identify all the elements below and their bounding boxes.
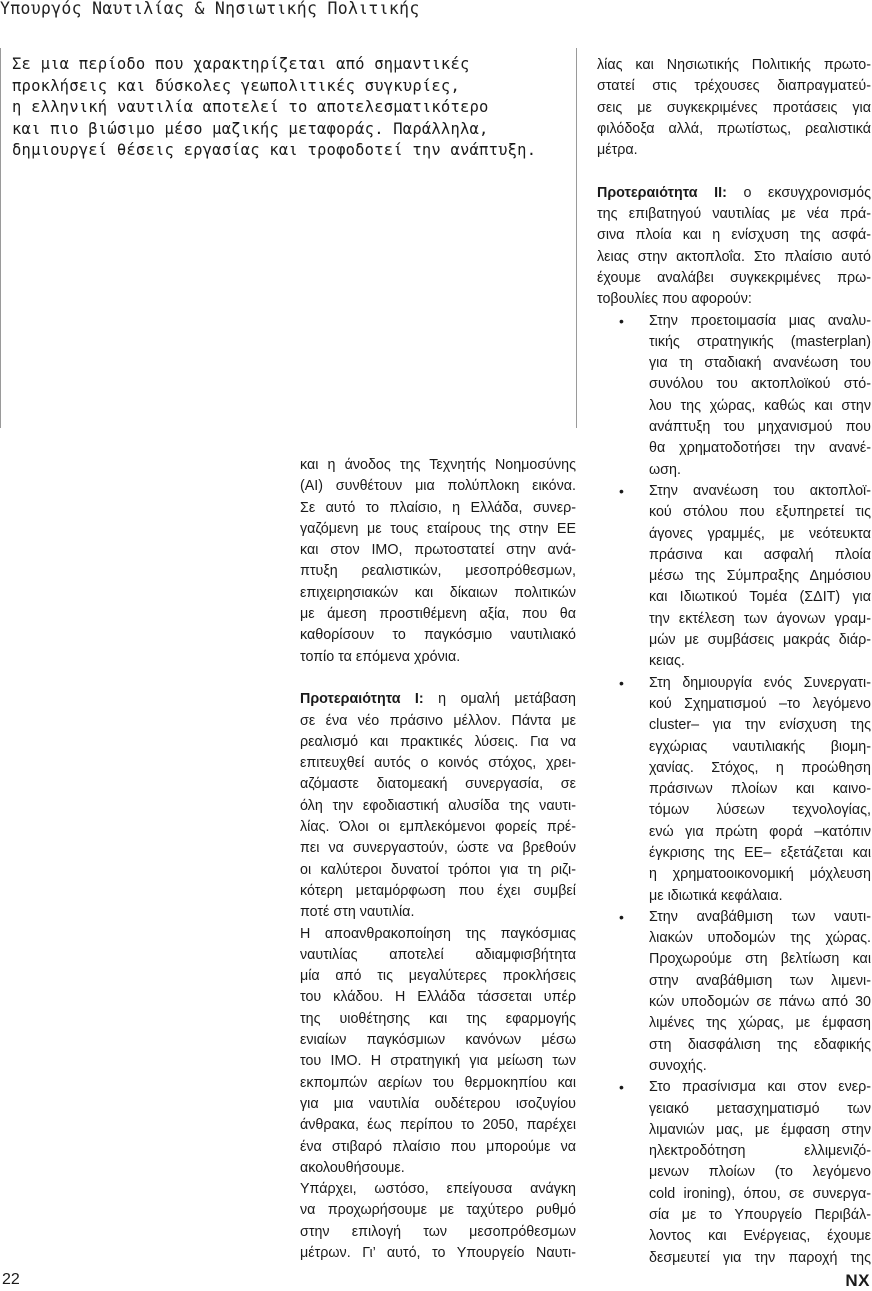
text-line: δεσμευτεί για την παροχή της bbox=[649, 1249, 871, 1266]
text-line: μέτρων. Γι’ αυτό, το Υπουργείο Ναυτι- bbox=[300, 1244, 576, 1261]
text-line: Στην ανανέωση του ακτοπλοϊ- bbox=[649, 482, 871, 499]
bullet-icon: • bbox=[619, 908, 624, 925]
text-line: θα χρηματοδοτήσει την ανανέ- bbox=[649, 440, 871, 457]
priority-heading-line bbox=[597, 183, 871, 204]
text-line: την εκτέλεση των άγονων γραμ- bbox=[649, 610, 871, 627]
intro-line: Σε μια περίοδο που χαρακτηρίζεται από σημαντικές bbox=[12, 55, 470, 73]
intro-pull-quote bbox=[12, 54, 552, 162]
priority-label: Προτεραιότητα I: bbox=[300, 691, 424, 708]
text-line: ηλεκτροδότηση ελλιμενιζό- bbox=[649, 1143, 871, 1160]
text-line: λιμανιών μας, με έμφαση στην bbox=[649, 1121, 871, 1138]
text-line: και στον ΙΜΟ, πρωτοστατεί στην ανά- bbox=[300, 542, 576, 559]
text-line: τόμων λύσεων τεχνολογίας, bbox=[649, 802, 871, 819]
intro-line: δημιουργεί θέσεις εργασίας και τροφοδοτεί την ανάπτυξη. bbox=[12, 141, 537, 159]
text-line: Προχωρούμε στη βελτίωση και bbox=[649, 951, 871, 968]
text-line: λίας και Νησιωτικής Πολιτικής πρωτο- bbox=[597, 57, 871, 73]
priority-lead-text: ο εκσυγχρονισμός bbox=[726, 184, 871, 201]
text-line: της επιβατηγού ναυτιλίας με νέα πρά- bbox=[597, 206, 871, 223]
text-line: λειας στην ακτοπλοΐα. Στο πλαίσιο αυτό bbox=[597, 248, 871, 265]
text-line: ρεαλισμό και πρακτικές λύσεις. Για να bbox=[300, 733, 576, 750]
text-line: ένα στιβαρό πλαίσιο που μπορούμε να bbox=[300, 1138, 576, 1155]
text-line: σινα πλοία και η ενίσχυση της ασφά- bbox=[597, 227, 871, 244]
text-line: εγχώριας ναυτιλιακής βιομη- bbox=[649, 738, 871, 755]
paragraph-gap bbox=[597, 161, 871, 182]
text-line: (AI) συνθέτουν μια πολύπλοκη εικόνα. bbox=[300, 478, 576, 495]
bullet-item bbox=[619, 673, 871, 907]
text-line: της υιοθέτησης και της εφαρμογής bbox=[300, 1010, 576, 1027]
text-line: γαζόμενη με τους εταίρους της στην ΕΕ bbox=[300, 520, 576, 537]
text-line: πει να συνεργαστούν, ώστε να βρεθούν bbox=[300, 840, 576, 857]
right-column bbox=[597, 55, 871, 1269]
text-line: σεις με συγκεκριμένες προτάσεις για bbox=[597, 99, 871, 116]
text-line: Στην προετοιμασία μιας αναλυ- bbox=[649, 312, 871, 329]
text-line: με άμεση προστιθέμενη αξία, που θα bbox=[300, 606, 576, 623]
page-number: 22 bbox=[2, 1271, 20, 1288]
text-line: cold ironing), όπου, σε συνεργα- bbox=[649, 1185, 871, 1202]
text-line: κών υποδομών σε πάνω από 30 bbox=[649, 994, 871, 1011]
bullet-list bbox=[597, 311, 871, 1269]
text-line: άγονες γραμμές, με νεότευκτα bbox=[649, 525, 871, 542]
bullet-icon: • bbox=[619, 674, 624, 691]
bullet-item bbox=[619, 1077, 871, 1269]
text-line: για τη σταδιακή ανανέωση του bbox=[649, 355, 871, 372]
text-line: τοπίο τα επόμενα χρόνια. bbox=[300, 648, 461, 665]
text-line: ναυτιλίας αποτελεί αδιαμφισβήτητα bbox=[300, 946, 576, 963]
text-line: μέσω της Σύμπραξης Δημόσιου bbox=[649, 568, 871, 585]
text-line: ενιαίων παγκόσμιων κανόνων μέσω bbox=[300, 1032, 576, 1049]
text-line: πράσινα και ασφαλή πλοία bbox=[649, 546, 871, 563]
text-line: με ιδιωτικά κεφάλαια. bbox=[649, 887, 783, 904]
text-line: τοβουλίες που αφορούν: bbox=[597, 291, 752, 308]
text-line: ακολουθήσουμε. bbox=[300, 1159, 405, 1176]
text-line: μία από τις μεγαλύτερες προκλήσεις bbox=[300, 968, 576, 985]
text-line: επιχειρησιακών και δίκαιων πολιτικών bbox=[300, 584, 576, 601]
priority-heading-line bbox=[300, 689, 576, 710]
bullet-icon: • bbox=[619, 482, 624, 499]
bullet-icon: • bbox=[619, 312, 624, 329]
text-line: μών με συμβάσεις μακράς διάρ- bbox=[649, 632, 871, 649]
text-line: τικής στρατηγικής (masterplan) bbox=[649, 333, 871, 350]
text-line: λιακών υποδομών της χώρας. bbox=[649, 930, 871, 947]
bullet-item bbox=[619, 907, 871, 1077]
text-line: λου της χώρας, καθώς και στην bbox=[649, 397, 871, 414]
text-line: ωση. bbox=[649, 461, 681, 478]
text-line: και Ιδιωτικού Τομέα (ΣΔΙΤ) για bbox=[649, 589, 871, 606]
intro-line: η ελληνική ναυτιλία αποτελεί το αποτελεσματικότερο bbox=[12, 98, 489, 116]
intro-line: προκλήσεις και δύσκολες γεωπολιτικές συγκυρίες, bbox=[12, 76, 460, 95]
text-line: φιλόδοξα αλλά, πρωτίστως, ρεαλιστικά bbox=[597, 120, 871, 137]
text-line: καθορίσουν το παγκόσμιο ναυτιλιακό bbox=[300, 627, 576, 644]
text-line: για μια ναυτιλία ουδέτερου ισοζυγίου bbox=[300, 1095, 576, 1112]
text-line: πτυξη ρεαλιστικών, μεσοπρόθεσμων, bbox=[300, 563, 576, 580]
text-line: λοντος και Ενέργειας, έχουμε bbox=[649, 1228, 871, 1245]
text-line: Στη δημιουργία ενός Συνεργατι- bbox=[649, 674, 871, 691]
text-line: άνθρακα, έως περίπου το 2050, παρέχει bbox=[300, 1117, 576, 1134]
left-divider bbox=[0, 48, 1, 428]
middle-column bbox=[300, 455, 576, 1264]
text-line: κειας. bbox=[649, 653, 685, 670]
paragraph-gap bbox=[300, 668, 576, 689]
bullet-item bbox=[619, 481, 871, 673]
text-line: ανάπτυξη του μηχανισμού που bbox=[649, 419, 871, 436]
priority-lead-text: η ομαλή μετάβαση bbox=[423, 691, 576, 708]
magazine-brand: NX bbox=[845, 1271, 870, 1290]
text-line: μέτρα. bbox=[597, 142, 638, 159]
text-line: Η απoανθρακοποίηση της παγκόσμιας bbox=[300, 925, 576, 942]
text-line: στην επιλογή των μεσοπρόθεσμων bbox=[300, 1223, 576, 1240]
text-line: κού Σχηματισμού –το λεγόμενο bbox=[649, 695, 871, 712]
text-line: συνοχής. bbox=[649, 1057, 707, 1074]
column-divider bbox=[576, 48, 577, 428]
priority-label: Προτεραιότητα II: bbox=[597, 184, 727, 201]
bullet-icon: • bbox=[619, 1079, 624, 1096]
text-line: κότερη μεταμόρφωση που έχει συμβεί bbox=[300, 882, 576, 899]
text-line: κού στόλου που εξυπηρετεί τις bbox=[649, 504, 871, 521]
text-line: Στο πρασίνισμα και στον ενερ- bbox=[649, 1079, 871, 1096]
text-line: όλη την εφοδιαστική αλυσίδα της ναυτι- bbox=[300, 797, 576, 814]
text-line: στη διασφάλιση της εδαφικής bbox=[649, 1036, 871, 1053]
text-line: εκπομπών αερίων του θερμοκηπίου και bbox=[300, 1074, 576, 1091]
intro-line: και πιο βιώσιμο μέσο μαζικής μεταφοράς. Παράλληλα, bbox=[12, 119, 489, 138]
text-line: συνόλου του ακτοπλοϊκού στό- bbox=[649, 376, 871, 393]
text-line: σία με το Υπουργείο Περιβάλ- bbox=[649, 1207, 871, 1224]
text-line: Στην αναβάθμιση των ναυτι- bbox=[649, 908, 871, 925]
text-line: και η άνοδος της Τεχνητής Νοημοσύνης bbox=[300, 457, 576, 473]
text-line: Σε αυτό το πλαίσιο, η Ελλάδα, συνερ- bbox=[300, 499, 576, 516]
text-line: cluster– για την ενίσχυση της bbox=[649, 717, 871, 734]
text-line: αζόμαστε διατομεακή συνεργασία, σε bbox=[300, 776, 576, 793]
text-line: έγκρισης της ΕΕ– εξετάζεται και bbox=[649, 844, 871, 861]
text-line: στατεί στις τρέχουσες διαπραγματεύ- bbox=[597, 78, 871, 95]
text-line: επιτευχθεί αυτός ο κοινός στόχος, χρει- bbox=[300, 755, 576, 772]
text-line: σε ένα νέο πράσινο μέλλον. Πάντα με bbox=[300, 712, 576, 729]
text-line: γειακό μετασχηματισμό των bbox=[649, 1100, 871, 1117]
text-line: η χρηματοοικονομική μόχλευση bbox=[649, 866, 871, 883]
text-line: μενων πλοίων (το λεγόμενο bbox=[649, 1164, 871, 1181]
text-line: λιμένες της χώρας, με έμφαση bbox=[649, 1015, 871, 1032]
text-line: ενώ για πρώτη φορά –κατόπιν bbox=[649, 823, 871, 840]
bullet-item bbox=[619, 311, 871, 481]
text-line: έχουμε αναλάβει συγκεκριμένες πρω- bbox=[597, 269, 871, 286]
running-header: Υπουργός Ναυτιλίας & Νησιωτικής Πολιτικής bbox=[0, 0, 420, 18]
text-line: πράσινων πλοίων και καινο- bbox=[649, 781, 871, 798]
text-line: στην αναβάθμιση των λιμενι- bbox=[649, 972, 871, 989]
text-line: Υπάρχει, ωστόσο, επείγουσα ανάγκη bbox=[300, 1181, 576, 1198]
text-line: ποτέ στη ναυτιλία. bbox=[300, 904, 415, 921]
text-line: χανίας. Στόχος, η προώθηση bbox=[649, 759, 871, 776]
text-line: να προχωρήσουμε με ταχύτερο ρυθμό bbox=[300, 1202, 576, 1219]
text-line: λίας. Όλοι οι εμπλεκόμενοι φορείς πρέ- bbox=[300, 819, 576, 836]
text-line: οι καλύτεροι δυνατοί τρόποι για τη ριζι- bbox=[300, 861, 576, 878]
text-line: του κλάδου. Η Ελλάδα τάσσεται υπέρ bbox=[300, 989, 576, 1006]
text-line: του ΙΜΟ. Η στρατηγική για μείωση των bbox=[300, 1053, 576, 1070]
